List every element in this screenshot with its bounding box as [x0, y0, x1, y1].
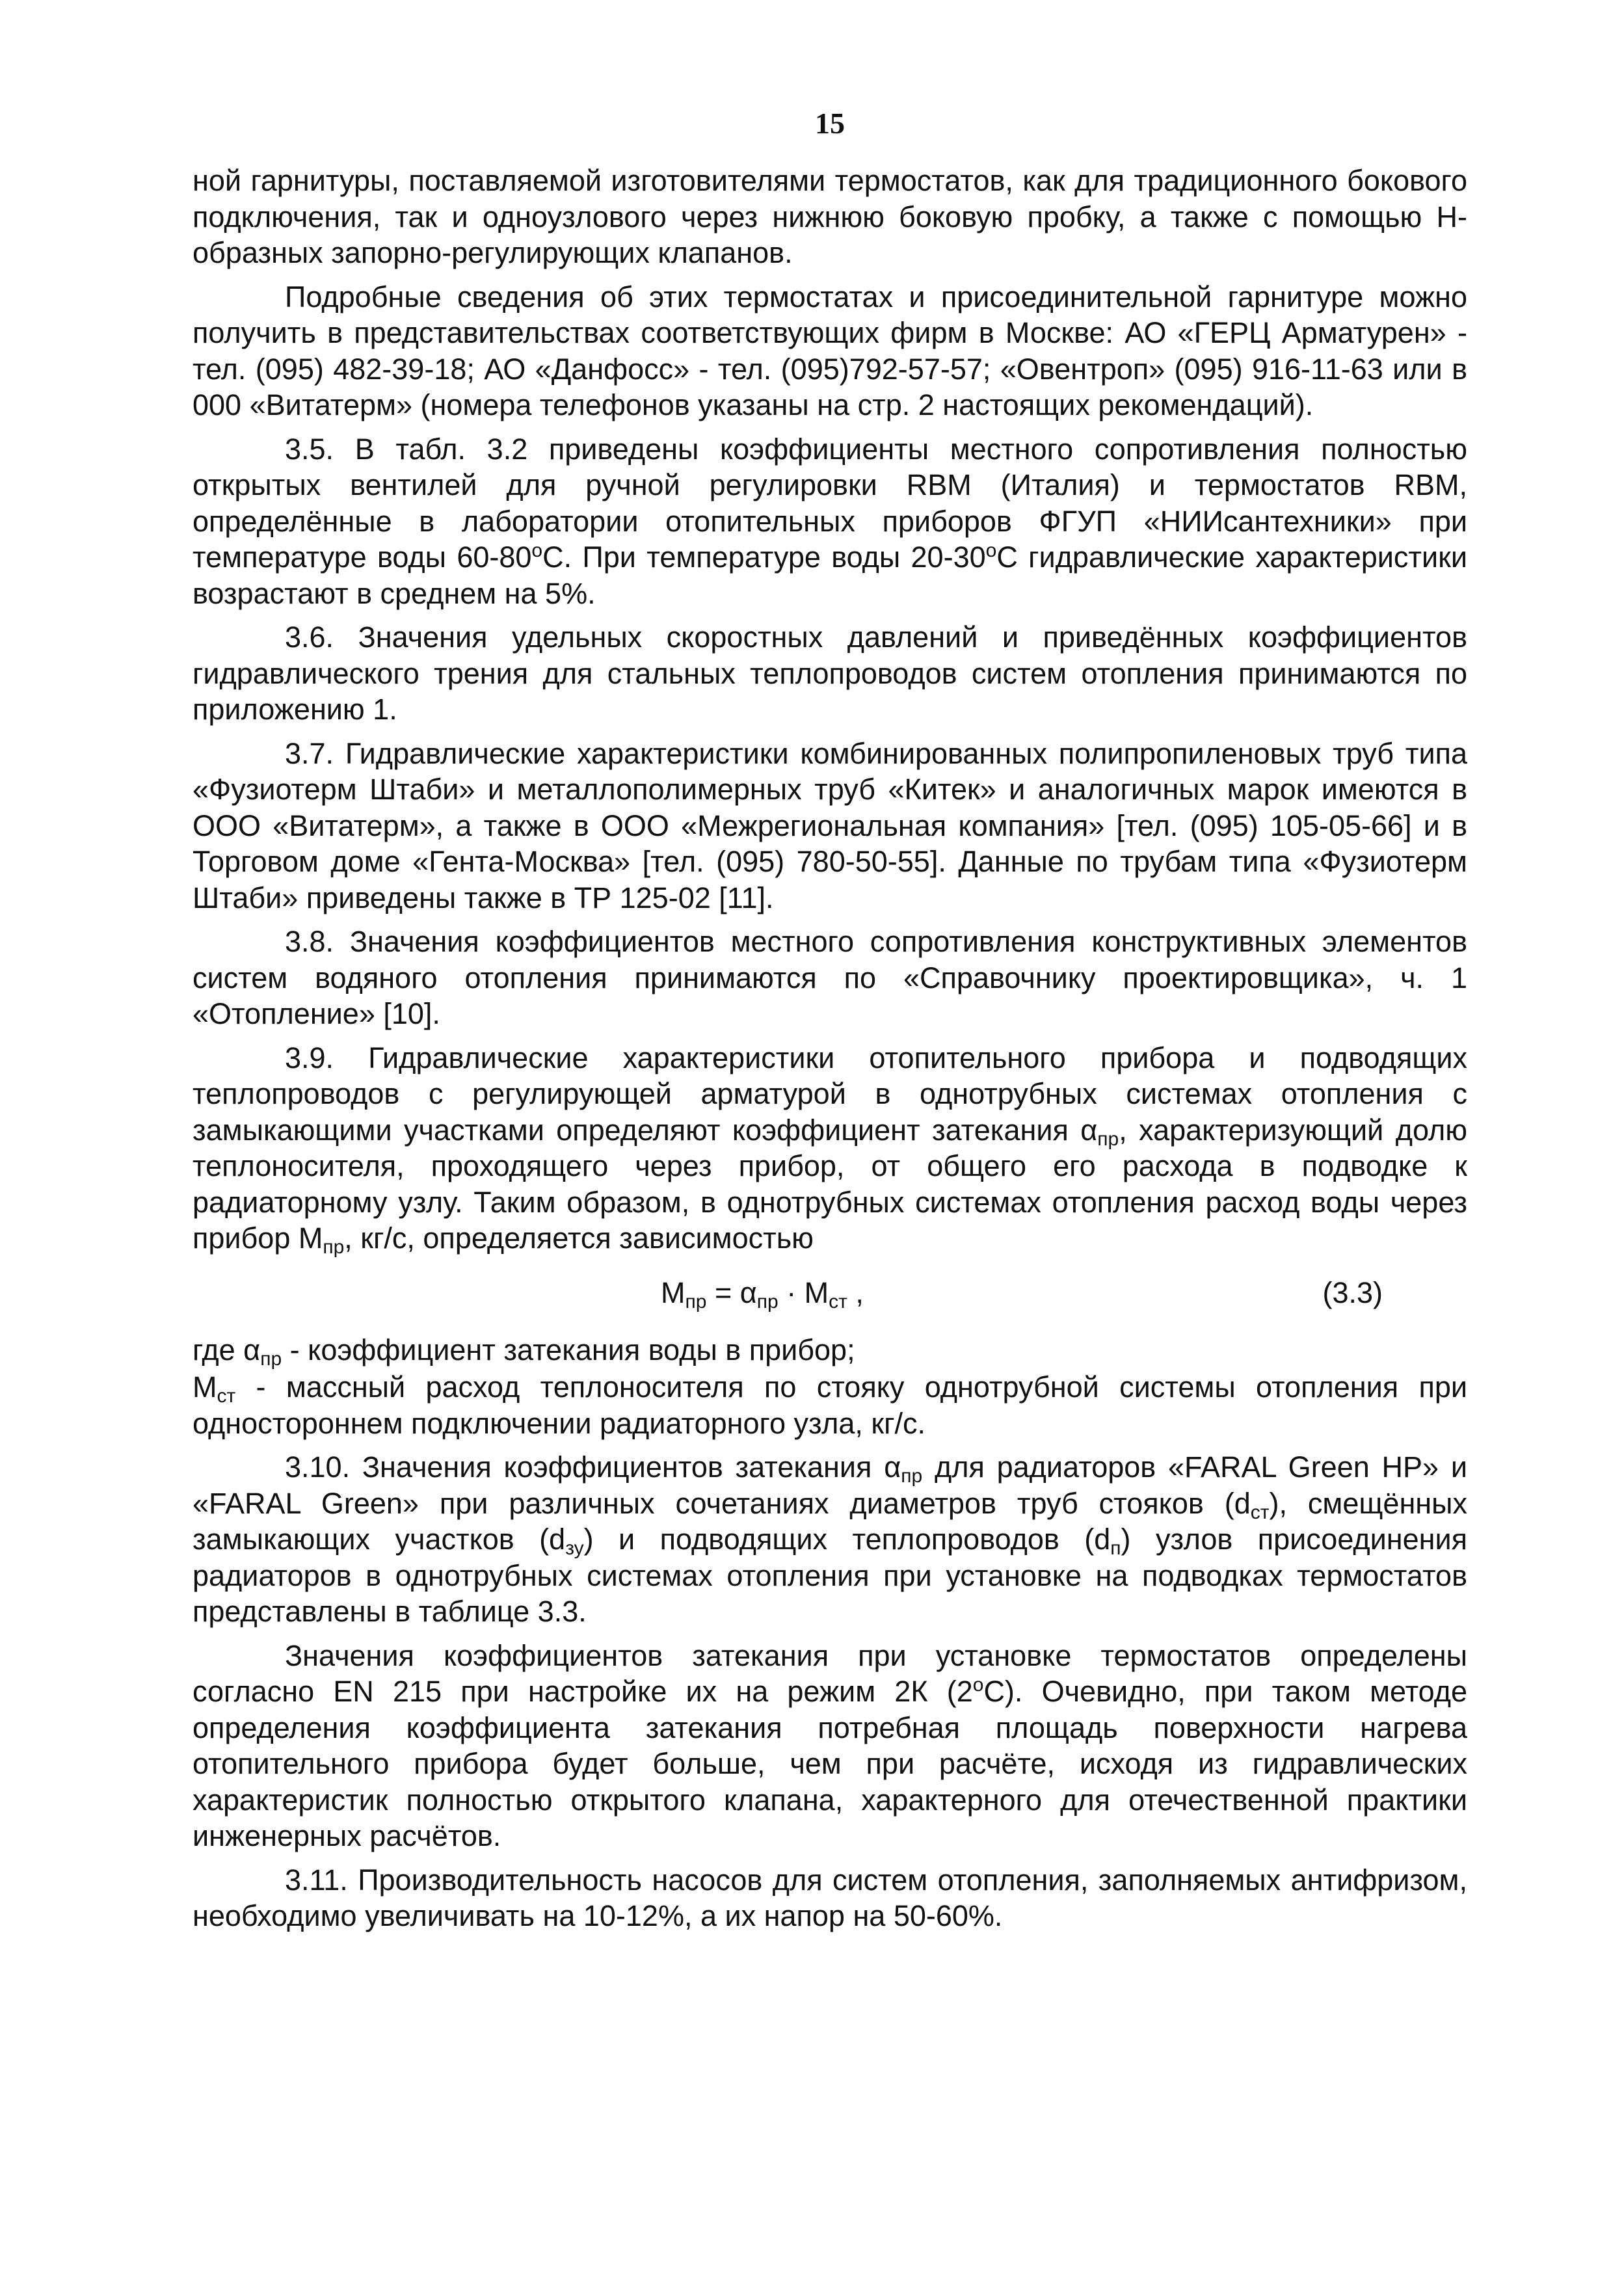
subscript: ст	[1250, 1501, 1270, 1523]
document-page	[193, 104, 1467, 1934]
body-text	[193, 163, 1467, 1934]
text-segment: для радиаторов «FARAL Green HP» и «FARAL Green» при различных сочетаниях диаметров труб стояков (d	[193, 1450, 1468, 1520]
text-segment: С. При температуре воды 20-30	[542, 540, 986, 574]
formula-number: (3.3)	[1322, 1275, 1383, 1309]
formula-part: ,	[847, 1275, 864, 1309]
text-segment: 3.5. В табл. 3.2 приведены коэффициенты местного сопротивления полностью открытых вентилей для ручной регулировки RBM (Италия) и термостатов RBM, определённые в лаборатории отопительных приборов ФГУП «НИИсантехники» при температуре воды 60-80	[193, 432, 1467, 574]
subscript: п	[1110, 1538, 1121, 1559]
paragraph-3-8: 3.8. Значения коэффициентов местного сопротивления конструктивных элементов систем водяного отопления принимаются по «Справочнику проектировщика», ч. 1 «Отопление» [10].	[193, 925, 1467, 1030]
text-segment: ), смещённых замыкающих участков (d	[193, 1486, 1467, 1556]
text-segment: , характеризующий долю теплоносителя, проходящего через прибор, от общего его расхода в подводке к радиаторному узлу. Таким образом, в однотрубных системах отопления расход воды через прибор М	[193, 1113, 1467, 1255]
subscript: пр	[901, 1465, 923, 1487]
subscript: пр	[756, 1290, 779, 1313]
paragraph-3-10	[193, 1449, 1467, 1630]
paragraph-3-9	[193, 1040, 1467, 1257]
text-segment: - массный расход теплоносителя по стояку однотрубной системы отопления при одностороннем подключении радиаторного узла, кг/с.	[193, 1370, 1467, 1440]
text-segment: ) и подводящих теплопроводов (d	[583, 1523, 1111, 1556]
formula-part: · М	[778, 1275, 829, 1309]
text-segment: С). Очевидно, при таком методе определения коэффициента затекания потребная площадь поверхности нагрева отопительного прибора будет больше, чем при расчёте, исходя из гидравлических характеристик полностью открытого клапана, характерного для отечественной практики инженерных расчётов.	[193, 1675, 1468, 1852]
paragraph-3-5	[193, 431, 1467, 612]
paragraph-contacts: Подробные сведения об этих термостатах и присоединительной гарнитуре можно получить в представительствах соответствующих фирм в Москве: АО «ГЕРЦ Арматурен» - тел. (095) 482-39-18; АО «Данфосс» - тел. (095)792-57-57; «Овентроп» (095) 916-11-63 или в 000 «Витатерм» (номера телефонов указаны на стр. 2 настоящих рекомендаций).	[193, 280, 1467, 421]
degree-superscript: o	[985, 540, 997, 561]
subscript: пр	[1097, 1128, 1119, 1150]
paragraph-3-7: 3.7. Гидравлические характеристики комбинированных полипропиленовых труб типа «Фузиотерм Штаби» и металлополимерных труб «Китек» и аналогичных марок имеются в ООО «Витатерм», а также в ООО «Межрегиональная компания» [тел. (095) 105-05-66] и в Торговом доме «Гента-Москва» [тел. (095) 780-50-55]. Данные по трубам типа «Фузиотерм Штаби» приведены также в ТР 125-02 [11].	[193, 736, 1467, 914]
text-segment: где α	[193, 1333, 261, 1366]
subscript: ст	[829, 1290, 847, 1313]
text-segment: М	[193, 1370, 217, 1404]
subscript: зу	[565, 1538, 584, 1559]
text-segment: - коэффициент затекания воды в прибор;	[282, 1333, 855, 1366]
subscript: ст	[217, 1385, 236, 1407]
degree-superscript: o	[972, 1674, 984, 1696]
paragraph-3-6: 3.6. Значения удельных скоростных давлений и приведённых коэффициентов гидравлического трения для стальных теплопроводов систем отопления принимаются по приложению 1.	[193, 620, 1467, 726]
definition-mass-flow	[193, 1369, 1467, 1441]
text-segment: Значения коэффициентов затекания при установке термостатов определены согласно EN 215 при настройке их на режим 2К (2	[193, 1638, 1467, 1708]
text-segment: 3.9. Гидравлические характеристики отопительного прибора и подводящих теплопроводов с регулирующей арматурой в однотрубных системах отопления с замыкающими участками определяют коэффициент затекания α	[193, 1041, 1467, 1147]
formula-part: = α	[706, 1275, 757, 1309]
paragraph-3-11: 3.11. Производительность насосов для систем отопления, заполняемых антифризом, необходимо увеличивать на 10-12%, а их напор на 50-60%.	[193, 1863, 1467, 1932]
text-segment: ) узлов присоединения радиаторов в однотрубных системах отопления при установке на подводках термостатов представлены в таблице 3.3.	[193, 1523, 1467, 1628]
text-segment: С гидравлические характеристики возрастают в среднем на 5%.	[193, 540, 1467, 610]
paragraph-en215	[193, 1638, 1467, 1854]
text-segment: , кг/с, определяется зависимостью	[344, 1221, 814, 1255]
subscript: пр	[685, 1290, 707, 1313]
degree-superscript: o	[531, 540, 543, 561]
text-segment: 3.10. Значения коэффициентов затекания α	[285, 1450, 901, 1484]
paragraph-continuation: ной гарнитуры, поставляемой изготовителями термостатов, как для традиционного бокового подключения, так и одноузлового через нижнюю боковую пробку, а также с помощью Н-образных запорно-регулирующих клапанов.	[193, 164, 1467, 269]
formula-expression	[661, 1263, 864, 1323]
page-number: 15	[815, 107, 845, 140]
formula-part: М	[661, 1275, 686, 1309]
subscript: пр	[323, 1236, 345, 1258]
definition-alpha	[193, 1332, 1467, 1368]
formula-3-3	[193, 1263, 1467, 1323]
subscript: пр	[260, 1348, 282, 1370]
